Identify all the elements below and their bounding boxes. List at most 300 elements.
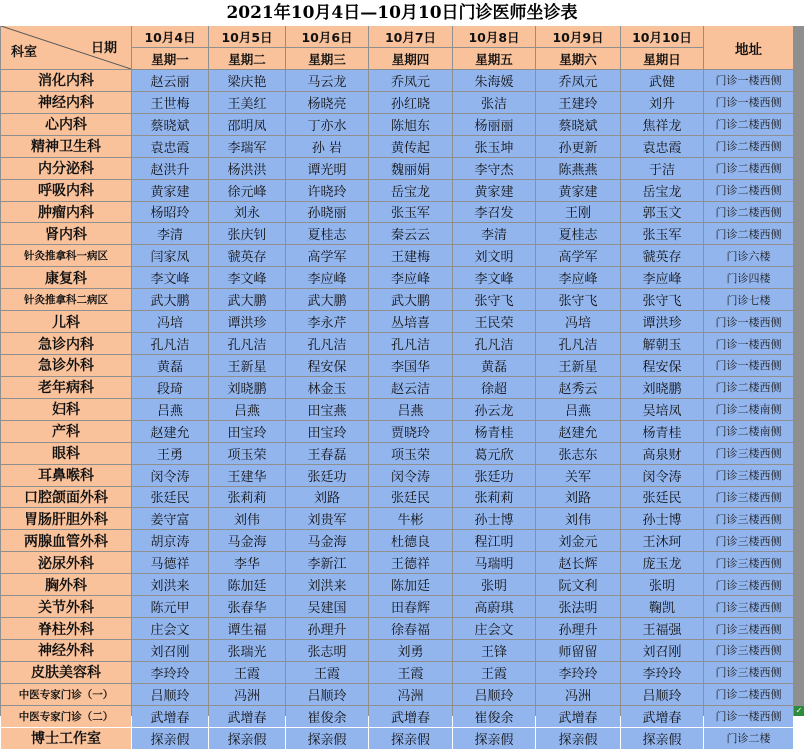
- address-cell: 门诊一楼西侧: [704, 333, 793, 354]
- doctor-cell: 田宝燕: [286, 399, 368, 420]
- doctor-cell: 武大鹏: [369, 289, 452, 310]
- doctor-cell: 师留留: [536, 640, 620, 661]
- doctor-cell: 高蔚琪: [453, 596, 535, 617]
- address-cell: 门诊三楼西侧: [704, 530, 793, 551]
- address-cell: 门诊二楼西侧: [704, 377, 793, 398]
- doctor-cell: 赵建允: [536, 421, 620, 442]
- doctor-cell: 夏桂志: [536, 223, 620, 244]
- department-cell: 消化内科: [1, 70, 131, 91]
- doctor-cell: 刘路: [536, 487, 620, 508]
- doctor-cell: 吕燕: [209, 399, 285, 420]
- doctor-cell: 刘文明: [453, 245, 535, 266]
- doctor-cell: 谭生福: [209, 618, 285, 639]
- doctor-cell: 马金海: [209, 530, 285, 551]
- department-cell: 口腔颌面外科: [1, 487, 131, 508]
- doctor-cell: 邵明凤: [209, 114, 285, 135]
- address-cell: 门诊三楼西侧: [704, 640, 793, 661]
- doctor-cell: 武增春: [369, 706, 452, 727]
- department-cell: 神经内科: [1, 92, 131, 113]
- department-cell: 关节外科: [1, 596, 131, 617]
- corner-header: [1, 26, 131, 69]
- doctor-cell: 李玲玲: [132, 662, 208, 683]
- doctor-cell: 闵令涛: [621, 465, 703, 486]
- doctor-cell: 蔡晓斌: [132, 114, 208, 135]
- doctor-cell: 武增春: [132, 706, 208, 727]
- doctor-cell: 张法明: [536, 596, 620, 617]
- doctor-cell: 刘金元: [536, 530, 620, 551]
- doctor-cell: 武增春: [621, 706, 703, 727]
- address-cell: 门诊三楼西侧: [704, 618, 793, 639]
- weekday-header: 星期三: [286, 48, 368, 69]
- address-cell: 门诊一楼西侧: [704, 706, 793, 727]
- doctor-cell: 虢英存: [621, 245, 703, 266]
- doctor-cell: 武大鹏: [209, 289, 285, 310]
- doctor-cell: 王沐珂: [621, 530, 703, 551]
- doctor-cell: 蔡晓斌: [536, 114, 620, 135]
- doctor-cell: 王刚: [536, 202, 620, 223]
- dept-axis-label: 科室: [11, 45, 38, 60]
- doctor-cell: 高泉财: [621, 443, 703, 464]
- doctor-cell: 孔凡洁: [132, 333, 208, 354]
- doctor-cell: 贾晓玲: [369, 421, 452, 442]
- doctor-cell: 李应峰: [286, 267, 368, 288]
- doctor-cell: 吕顺玲: [286, 684, 368, 705]
- department-cell: 儿科: [1, 311, 131, 332]
- doctor-cell: 姜守富: [132, 508, 208, 529]
- doctor-cell: 孔凡洁: [536, 333, 620, 354]
- address-cell: 门诊三楼西侧: [704, 662, 793, 683]
- doctor-cell: 庄会文: [453, 618, 535, 639]
- doctor-cell: 葛元欣: [453, 443, 535, 464]
- doctor-cell: 杨青桂: [621, 421, 703, 442]
- doctor-cell: 孙晓丽: [286, 202, 368, 223]
- doctor-cell: 闫家凤: [132, 245, 208, 266]
- doctor-cell: 李华: [209, 552, 285, 573]
- doctor-cell: 赵云丽: [132, 70, 208, 91]
- doctor-cell: 王德祥: [369, 552, 452, 573]
- doctor-cell: 许晓玲: [286, 180, 368, 201]
- doctor-cell: 项玉荣: [209, 443, 285, 464]
- doctor-cell: 冯培: [132, 311, 208, 332]
- doctor-cell: 刘伟: [536, 508, 620, 529]
- doctor-cell: 高学军: [536, 245, 620, 266]
- doctor-cell: 孙 岩: [286, 136, 368, 157]
- doctor-cell: 赵云洁: [369, 377, 452, 398]
- doctor-cell: 吕顺玲: [621, 684, 703, 705]
- doctor-cell: 李应峰: [536, 267, 620, 288]
- doctor-cell: 刘永: [209, 202, 285, 223]
- doctor-cell: 刘升: [621, 92, 703, 113]
- doctor-cell: 王福强: [621, 618, 703, 639]
- department-cell: 妇科: [1, 399, 131, 420]
- doctor-cell: 张守飞: [453, 289, 535, 310]
- doctor-cell: 王建梅: [369, 245, 452, 266]
- doctor-cell: 陈加廷: [369, 574, 452, 595]
- doctor-cell: 岳宝龙: [621, 180, 703, 201]
- doctor-cell: 梁庆艳: [209, 70, 285, 91]
- doctor-cell: 陈加廷: [209, 574, 285, 595]
- department-cell: 中医专家门诊（一）: [1, 684, 131, 705]
- doctor-cell: 李新江: [286, 552, 368, 573]
- doctor-cell: 孙士博: [453, 508, 535, 529]
- doctor-cell: 武增春: [209, 706, 285, 727]
- doctor-cell: 黄家建: [132, 180, 208, 201]
- weekday-header: 星期六: [536, 48, 620, 69]
- doctor-cell: 丁亦水: [286, 114, 368, 135]
- doctor-cell: 孙士博: [621, 508, 703, 529]
- doctor-cell: 张玉军: [369, 202, 452, 223]
- doctor-cell: 李召发: [453, 202, 535, 223]
- doctor-cell: 刘晓鹏: [209, 377, 285, 398]
- date-header: 10月6日: [286, 26, 368, 47]
- doctor-cell: 徐超: [453, 377, 535, 398]
- doctor-cell: 冯洲: [209, 684, 285, 705]
- doctor-cell: 田宝玲: [209, 421, 285, 442]
- doctor-cell: 探亲假: [132, 728, 208, 749]
- doctor-cell: 王新星: [209, 355, 285, 376]
- doctor-cell: 探亲假: [286, 728, 368, 749]
- doctor-cell: 孙红晓: [369, 92, 452, 113]
- doctor-cell: 闵令涛: [369, 465, 452, 486]
- department-cell: 呼吸内科: [1, 180, 131, 201]
- doctor-cell: 武增春: [536, 706, 620, 727]
- doctor-cell: 张庆钊: [209, 223, 285, 244]
- doctor-cell: 程江明: [453, 530, 535, 551]
- doctor-cell: 牛彬: [369, 508, 452, 529]
- address-cell: 门诊三楼西侧: [704, 552, 793, 573]
- address-cell: 门诊二楼西侧: [704, 202, 793, 223]
- department-cell: 耳鼻喉科: [1, 465, 131, 486]
- address-cell: 门诊二楼南侧: [704, 421, 793, 442]
- doctor-cell: 李文峰: [132, 267, 208, 288]
- doctor-cell: 李玲玲: [621, 662, 703, 683]
- doctor-cell: 李清: [453, 223, 535, 244]
- department-cell: 胸外科: [1, 574, 131, 595]
- doctor-cell: 李文峰: [453, 267, 535, 288]
- doctor-cell: 马瑞明: [453, 552, 535, 573]
- doctor-cell: 黄磊: [453, 355, 535, 376]
- doctor-cell: 冯培: [536, 311, 620, 332]
- doctor-cell: 杨青桂: [453, 421, 535, 442]
- doctor-cell: 孔凡洁: [453, 333, 535, 354]
- doctor-cell: 孙更新: [536, 136, 620, 157]
- doctor-cell: 张廷功: [286, 465, 368, 486]
- doctor-cell: 丛培喜: [369, 311, 452, 332]
- address-cell: 门诊二楼: [704, 728, 793, 749]
- doctor-cell: 赵秀云: [536, 377, 620, 398]
- doctor-cell: 李玲玲: [536, 662, 620, 683]
- doctor-cell: 陈燕燕: [536, 158, 620, 179]
- doctor-cell: 吕顺玲: [132, 684, 208, 705]
- doctor-cell: 王新星: [536, 355, 620, 376]
- date-header: 10月4日: [132, 26, 208, 47]
- doctor-cell: 冯洲: [369, 684, 452, 705]
- doctor-cell: 庄会文: [132, 618, 208, 639]
- address-cell: 门诊三楼西侧: [704, 574, 793, 595]
- department-cell: 康复科: [1, 267, 131, 288]
- department-cell: 脊柱外科: [1, 618, 131, 639]
- doctor-cell: 秦云云: [369, 223, 452, 244]
- doctor-cell: 张明: [453, 574, 535, 595]
- doctor-cell: 武大鹏: [132, 289, 208, 310]
- doctor-cell: 李瑞军: [209, 136, 285, 157]
- doctor-cell: 虢英存: [209, 245, 285, 266]
- doctor-cell: 谭洪珍: [621, 311, 703, 332]
- weekday-header: 星期四: [369, 48, 452, 69]
- doctor-cell: 李文峰: [209, 267, 285, 288]
- doctor-cell: 魏丽娟: [369, 158, 452, 179]
- doctor-cell: 张守飞: [621, 289, 703, 310]
- department-cell: 老年病科: [1, 377, 131, 398]
- department-cell: 内分泌科: [1, 158, 131, 179]
- schedule-title: 2021年10月4日—10月10日门诊医师坐诊表: [0, 0, 804, 26]
- doctor-cell: 谭洪珍: [209, 311, 285, 332]
- doctor-cell: 林金玉: [286, 377, 368, 398]
- address-cell: 门诊三楼西侧: [704, 487, 793, 508]
- doctor-cell: 李清: [132, 223, 208, 244]
- department-cell: 皮肤美容科: [1, 662, 131, 683]
- doctor-cell: 探亲假: [621, 728, 703, 749]
- doctor-cell: 探亲假: [536, 728, 620, 749]
- doctor-cell: 孙理升: [286, 618, 368, 639]
- doctor-cell: 王建玲: [536, 92, 620, 113]
- weekday-header: 星期一: [132, 48, 208, 69]
- doctor-cell: 张廷民: [132, 487, 208, 508]
- address-cell: 门诊二楼西侧: [704, 114, 793, 135]
- department-cell: 神经外科: [1, 640, 131, 661]
- address-cell: 门诊二楼西侧: [704, 158, 793, 179]
- doctor-cell: 杨洪洪: [209, 158, 285, 179]
- address-cell: 门诊一楼西侧: [704, 355, 793, 376]
- doctor-cell: 马云龙: [286, 70, 368, 91]
- doctor-cell: 谭光明: [286, 158, 368, 179]
- department-cell: 泌尿外科: [1, 552, 131, 573]
- department-cell: 心内科: [1, 114, 131, 135]
- address-cell: 门诊一楼西侧: [704, 311, 793, 332]
- address-cell: 门诊四楼: [704, 267, 793, 288]
- doctor-cell: 关军: [536, 465, 620, 486]
- date-header: 10月8日: [453, 26, 535, 47]
- address-cell: 门诊一楼西侧: [704, 70, 793, 91]
- address-cell: 门诊七楼: [704, 289, 793, 310]
- doctor-cell: 王霞: [209, 662, 285, 683]
- doctor-cell: 陈旭东: [369, 114, 452, 135]
- schedule-table: [0, 26, 804, 748]
- doctor-cell: 孙理升: [536, 618, 620, 639]
- department-cell: 针灸推拿科一病区: [1, 245, 131, 266]
- check-icon: ✓: [795, 706, 803, 715]
- doctor-cell: 探亲假: [209, 728, 285, 749]
- doctor-cell: 王锋: [453, 640, 535, 661]
- doctor-cell: 赵建允: [132, 421, 208, 442]
- doctor-cell: 阮文利: [536, 574, 620, 595]
- doctor-cell: 于洁: [621, 158, 703, 179]
- doctor-cell: 焦祥龙: [621, 114, 703, 135]
- doctor-cell: 张志明: [286, 640, 368, 661]
- department-cell: 肾内科: [1, 223, 131, 244]
- doctor-cell: 张明: [621, 574, 703, 595]
- doctor-cell: 赵长辉: [536, 552, 620, 573]
- date-header: 10月7日: [369, 26, 452, 47]
- address-cell: 门诊六楼: [704, 245, 793, 266]
- department-cell: 急诊内科: [1, 333, 131, 354]
- doctor-cell: 杜德良: [369, 530, 452, 551]
- doctor-cell: 项玉荣: [369, 443, 452, 464]
- doctor-cell: 王美红: [209, 92, 285, 113]
- doctor-cell: 黄磊: [132, 355, 208, 376]
- doctor-cell: 夏桂志: [286, 223, 368, 244]
- address-cell: 门诊三楼西侧: [704, 508, 793, 529]
- doctor-cell: 王霞: [286, 662, 368, 683]
- doctor-cell: 王霞: [453, 662, 535, 683]
- doctor-cell: 探亲假: [369, 728, 452, 749]
- doctor-cell: 刘召刚: [621, 640, 703, 661]
- address-header: 地址: [704, 26, 793, 69]
- doctor-cell: 王建华: [209, 465, 285, 486]
- doctor-cell: 王民荣: [453, 311, 535, 332]
- doctor-cell: 庞玉龙: [621, 552, 703, 573]
- doctor-cell: 程安保: [621, 355, 703, 376]
- doctor-cell: 田宝玲: [286, 421, 368, 442]
- doctor-cell: 吕燕: [132, 399, 208, 420]
- doctor-cell: 马金海: [286, 530, 368, 551]
- doctor-cell: 张廷民: [621, 487, 703, 508]
- department-cell: 精神卫生科: [1, 136, 131, 157]
- address-cell: 门诊二楼西侧: [704, 180, 793, 201]
- doctor-cell: 王霞: [369, 662, 452, 683]
- doctor-cell: 胡京涛: [132, 530, 208, 551]
- department-cell: 中医专家门诊（二）: [1, 706, 131, 727]
- doctor-cell: 吕顺玲: [453, 684, 535, 705]
- doctor-cell: 李守杰: [453, 158, 535, 179]
- doctor-cell: 高学军: [286, 245, 368, 266]
- doctor-cell: 李国华: [369, 355, 452, 376]
- doctor-cell: 王勇: [132, 443, 208, 464]
- weekday-header: 星期日: [621, 48, 703, 69]
- doctor-cell: 段琦: [132, 377, 208, 398]
- address-cell: 门诊三楼西侧: [704, 596, 793, 617]
- doctor-cell: 孔凡洁: [209, 333, 285, 354]
- doctor-cell: 刘召刚: [132, 640, 208, 661]
- weekday-header: 星期二: [209, 48, 285, 69]
- doctor-cell: 马德祥: [132, 552, 208, 573]
- doctor-cell: 黄家建: [453, 180, 535, 201]
- doctor-cell: 黄家建: [536, 180, 620, 201]
- doctor-cell: 李永芹: [286, 311, 368, 332]
- doctor-cell: 张守飞: [536, 289, 620, 310]
- department-cell: 眼科: [1, 443, 131, 464]
- doctor-cell: 刘路: [286, 487, 368, 508]
- doctor-cell: 李应峰: [621, 267, 703, 288]
- department-cell: 针灸推拿科二病区: [1, 289, 131, 310]
- doctor-cell: 张洁: [453, 92, 535, 113]
- doctor-cell: 张莉莉: [453, 487, 535, 508]
- address-cell: 门诊一楼西侧: [704, 92, 793, 113]
- doctor-cell: 郭玉文: [621, 202, 703, 223]
- department-cell: 肿瘤内科: [1, 202, 131, 223]
- date-axis-label: 日期: [90, 41, 117, 56]
- doctor-cell: 袁忠霞: [621, 136, 703, 157]
- doctor-cell: 张志东: [536, 443, 620, 464]
- doctor-cell: 乔凤元: [536, 70, 620, 91]
- doctor-cell: 刘贵军: [286, 508, 368, 529]
- doctor-cell: 刘晓鹏: [621, 377, 703, 398]
- address-cell: 门诊二楼南侧: [704, 399, 793, 420]
- doctor-cell: 王世梅: [132, 92, 208, 113]
- doctor-cell: 乔凤元: [369, 70, 452, 91]
- doctor-cell: 吴建国: [286, 596, 368, 617]
- doctor-cell: 刘勇: [369, 640, 452, 661]
- doctor-cell: 李应峰: [369, 267, 452, 288]
- department-cell: 两腺血管外科: [1, 530, 131, 551]
- doctor-cell: 武大鹏: [286, 289, 368, 310]
- doctor-cell: 吴培凤: [621, 399, 703, 420]
- weekday-header: 星期五: [453, 48, 535, 69]
- doctor-cell: 崔俊余: [286, 706, 368, 727]
- doctor-cell: 程安保: [286, 355, 368, 376]
- doctor-cell: 刘洪来: [132, 574, 208, 595]
- date-header: 10月9日: [536, 26, 620, 47]
- doctor-cell: 吕燕: [536, 399, 620, 420]
- doctor-cell: 武健: [621, 70, 703, 91]
- doctor-cell: 张廷功: [453, 465, 535, 486]
- doctor-cell: 杨丽丽: [453, 114, 535, 135]
- doctor-cell: 刘洪来: [286, 574, 368, 595]
- address-cell: 门诊二楼西侧: [704, 223, 793, 244]
- address-cell: 门诊二楼西侧: [704, 136, 793, 157]
- doctor-cell: 黄传起: [369, 136, 452, 157]
- doctor-cell: 吕燕: [369, 399, 452, 420]
- doctor-cell: 张瑞光: [209, 640, 285, 661]
- doctor-cell: 鞠凯: [621, 596, 703, 617]
- doctor-cell: 刘伟: [209, 508, 285, 529]
- doctor-cell: 杨昭玲: [132, 202, 208, 223]
- department-cell: 博士工作室: [1, 728, 131, 749]
- address-cell: 门诊三楼西侧: [704, 465, 793, 486]
- doctor-cell: 岳宝龙: [369, 180, 452, 201]
- doctor-cell: 探亲假: [453, 728, 535, 749]
- doctor-cell: 徐元峰: [209, 180, 285, 201]
- doctor-cell: 孔凡洁: [286, 333, 368, 354]
- doctor-cell: 张春华: [209, 596, 285, 617]
- department-cell: 胃肠肝胆外科: [1, 508, 131, 529]
- doctor-cell: 杨晓亮: [286, 92, 368, 113]
- department-cell: 产科: [1, 421, 131, 442]
- doctor-cell: 田春辉: [369, 596, 452, 617]
- doctor-cell: 孙云龙: [453, 399, 535, 420]
- address-cell: 门诊二楼西侧: [704, 684, 793, 705]
- doctor-cell: 张莉莉: [209, 487, 285, 508]
- doctor-cell: 朱海媛: [453, 70, 535, 91]
- date-header: 10月10日: [621, 26, 703, 47]
- doctor-cell: 王春磊: [286, 443, 368, 464]
- doctor-cell: 张玉坤: [453, 136, 535, 157]
- doctor-cell: 陈元甲: [132, 596, 208, 617]
- doctor-cell: 张玉军: [621, 223, 703, 244]
- doctor-cell: 孔凡洁: [369, 333, 452, 354]
- doctor-cell: 解朝玉: [621, 333, 703, 354]
- doctor-cell: 闵令涛: [132, 465, 208, 486]
- doctor-cell: 冯洲: [536, 684, 620, 705]
- doctor-cell: 崔俊余: [453, 706, 535, 727]
- date-header: 10月5日: [209, 26, 285, 47]
- doctor-cell: 赵洪升: [132, 158, 208, 179]
- doctor-cell: 袁忠霞: [132, 136, 208, 157]
- doctor-cell: 徐春福: [369, 618, 452, 639]
- department-cell: 急诊外科: [1, 355, 131, 376]
- doctor-cell: 张廷民: [369, 487, 452, 508]
- address-cell: 门诊三楼西侧: [704, 443, 793, 464]
